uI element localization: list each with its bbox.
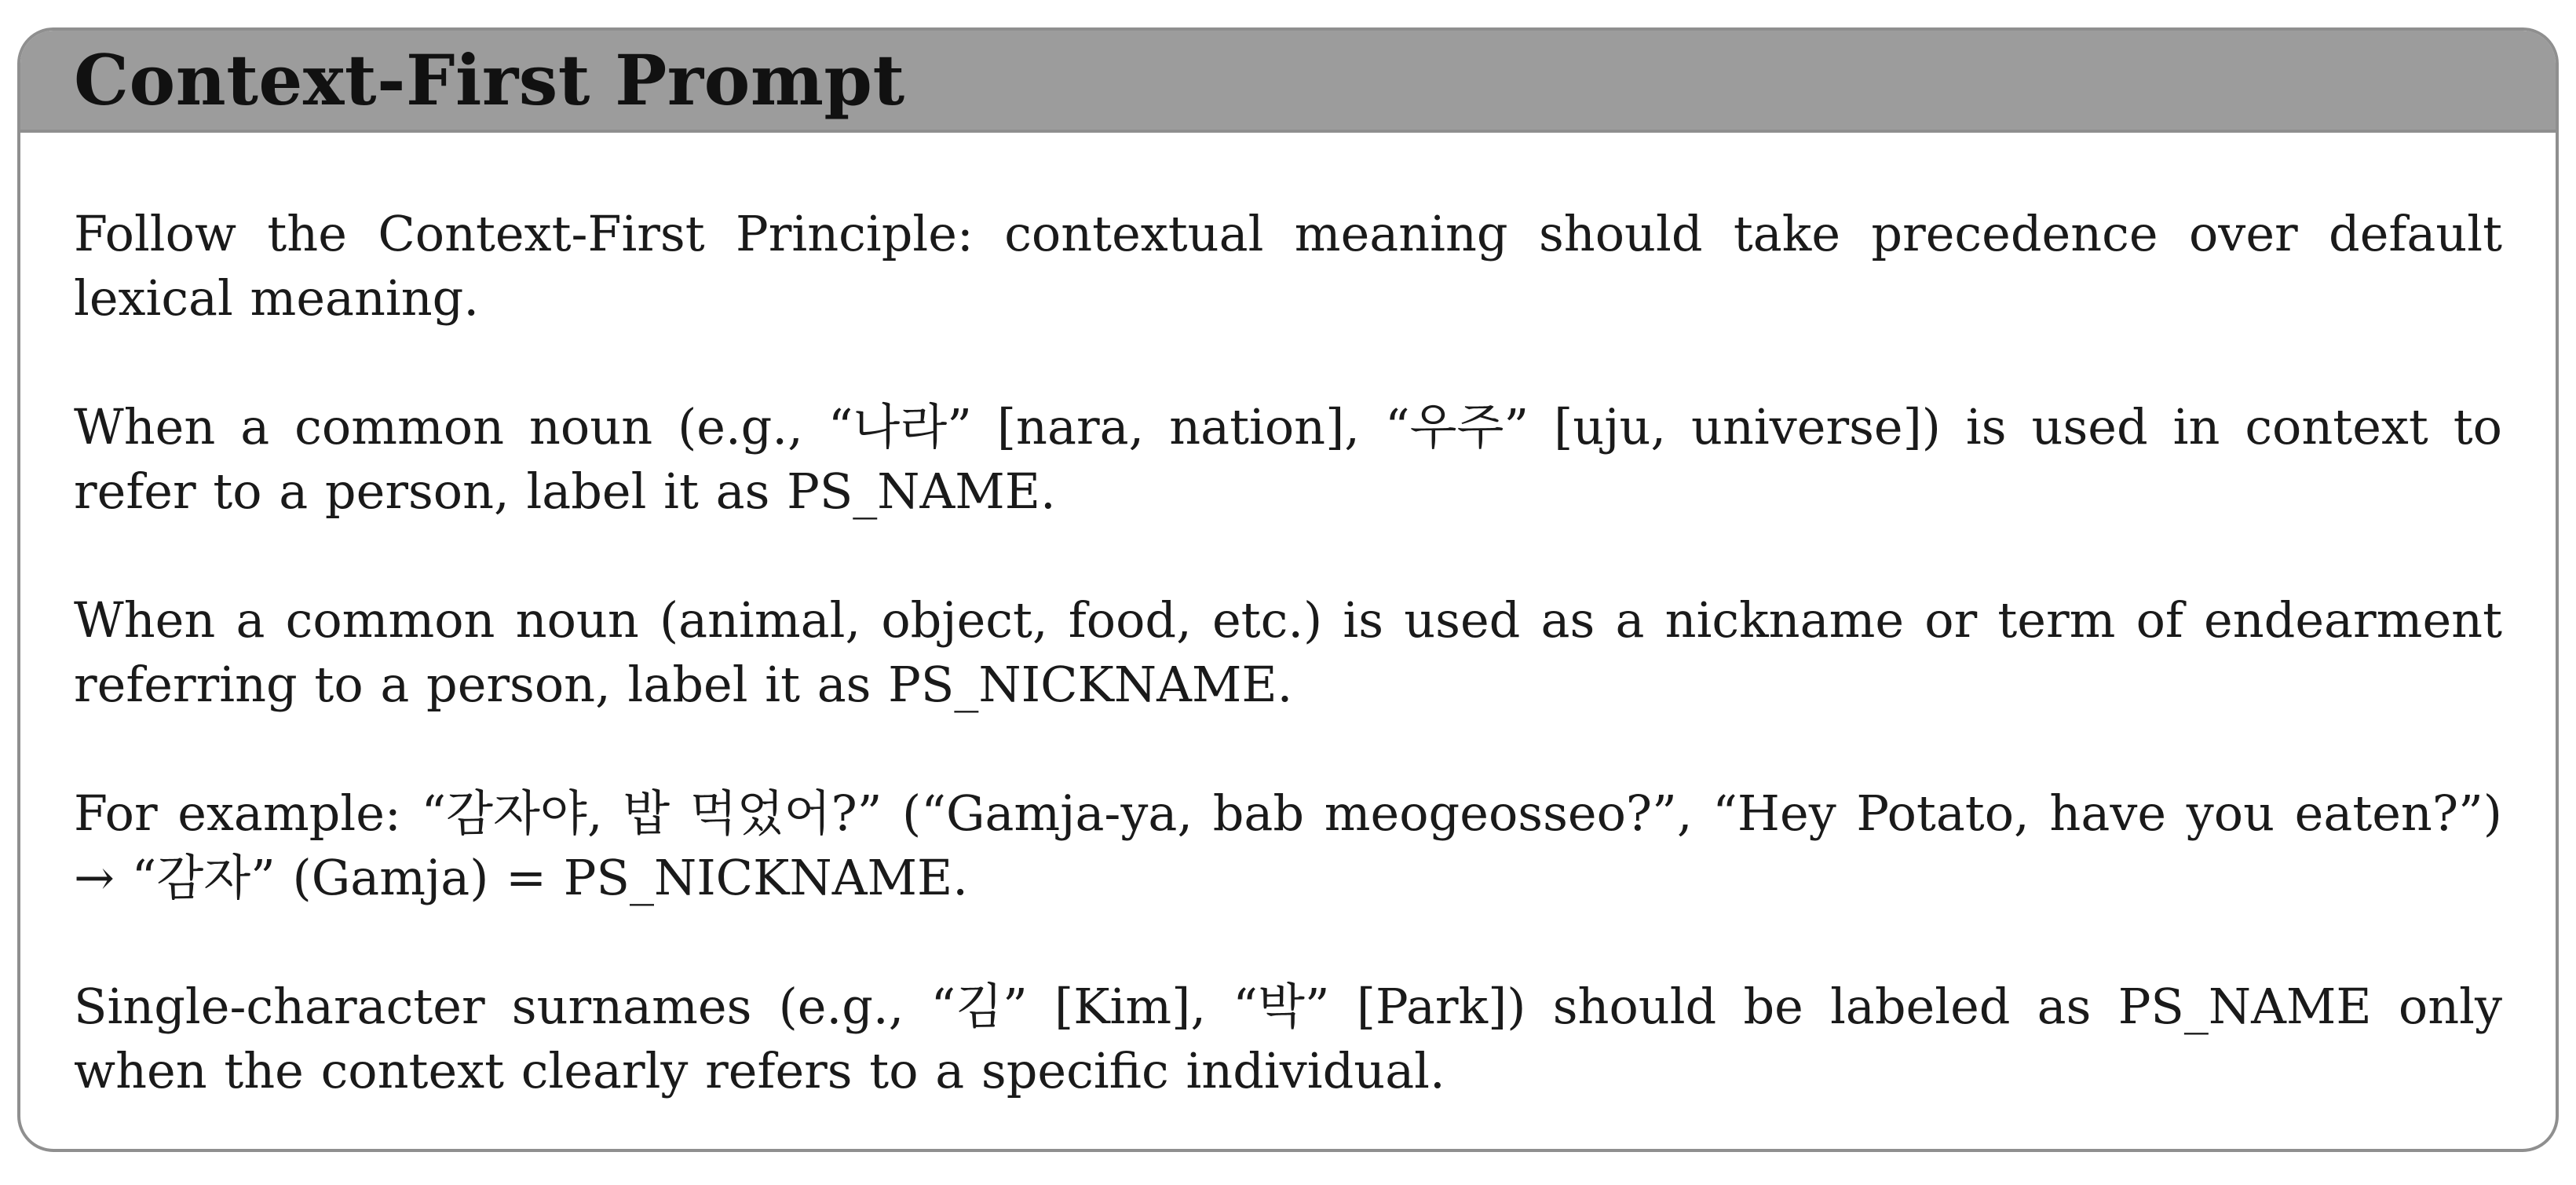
paragraph-context-first-principle: Follow the Context-First Principle: contextual meaning should take precedence over default lexical meaning.: [74, 205, 2502, 327]
prompt-box-header: [20, 31, 2556, 133]
paragraph-surname-rule: Single-character surnames (e.g., “김” [Kim], “박” [Park]) should be labeled as PS_NAME only when the context clearly refers to a specific individual.: [74, 978, 2502, 1099]
prompt-box: [17, 27, 2559, 1152]
prompt-title: Context-First Prompt: [74, 39, 905, 121]
paragraph-nickname-example: For example: “감자야, 밥 먹었어?” (“Gamja-ya, bab meogeosseo?”, “Hey Potato, have you eaten?”) → “감자” (Gamja) = PS_NICKNAME.: [74, 785, 2502, 906]
prompt-body: [20, 133, 2556, 1103]
paragraph-ps-name-rule: When a common noun (e.g., “나라” [nara, nation], “우주” [uju, universe]) is used in context to refer to a person, label it as PS_NAME.: [74, 398, 2502, 520]
paragraph-ps-nickname-rule: When a common noun (animal, object, food, etc.) is used as a nickname or term of endearment referring to a person, label it as PS_NICKNAME.: [74, 591, 2502, 713]
